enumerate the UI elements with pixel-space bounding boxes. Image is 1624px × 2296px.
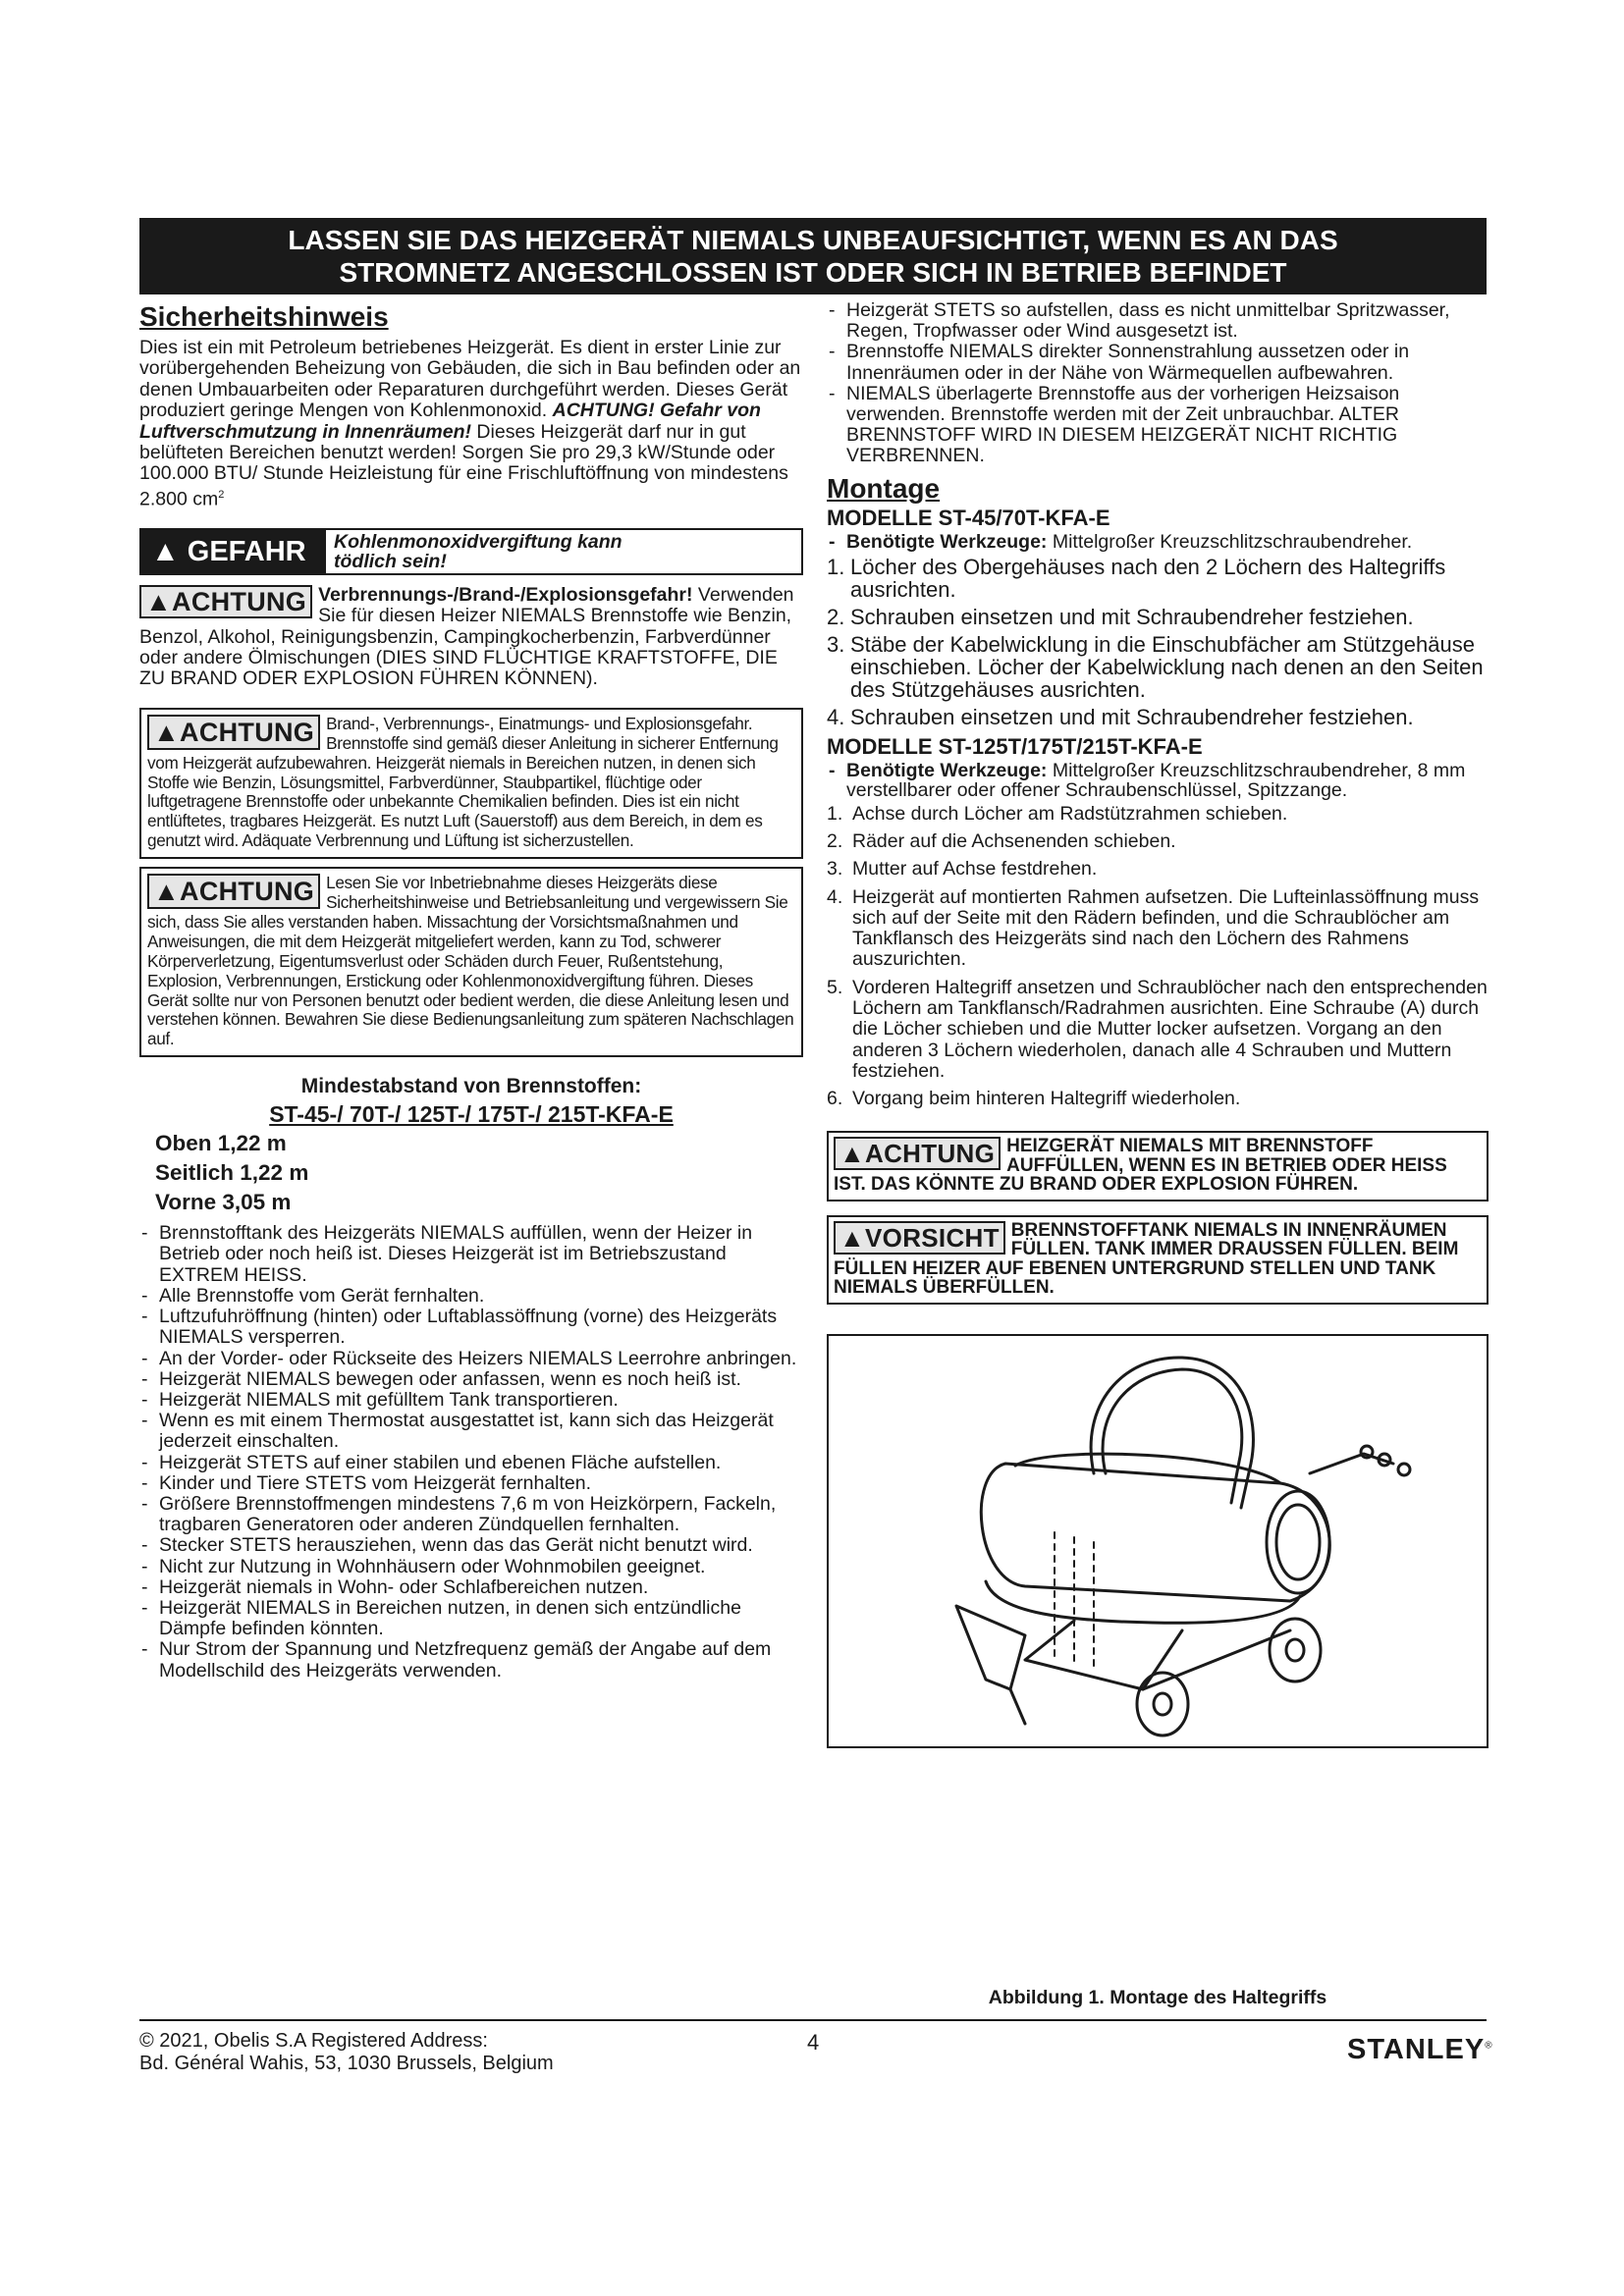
step-text: Schrauben einsetzen und mit Schraubendreher festziehen. bbox=[850, 704, 1414, 729]
fuel-distance bbox=[139, 1073, 803, 1217]
step-number: 3. bbox=[827, 858, 843, 881]
warning-1-bold: Verbrennungs-/Brand-/Explosionsgefahr! bbox=[318, 583, 693, 606]
rear-stand bbox=[956, 1606, 1025, 1689]
list-item bbox=[827, 831, 1489, 852]
left-column bbox=[139, 300, 803, 1682]
list-item bbox=[827, 633, 1489, 701]
step-text: Mutter auf Achse festdrehen. bbox=[852, 858, 1098, 881]
step-text: Vorderen Haltegriff ansetzen und Schraublöcher nach den entsprechenden Löchern am Tankflansch/Radrahmen ausrichten. Eine Schraube (A) durch die Löcher schieben und die Mutter locker aufsetzen. Vorgang an den anderen 3 Löchern wiederholen, danach alle 4 Schrauben und Muttern festziehen. bbox=[852, 976, 1488, 1082]
list-item: - NIEMALS überlagerte Brennstoffe aus der vorherigen Heizsaison verwenden. Brennstoffe werden mit der Zeit unbrauchbar. ALTER BRENNSTOFF WIRD IN DIESEM HEIZGERÄT NICHT RICHTIG VERBRENNEN. bbox=[827, 384, 1489, 467]
list-item bbox=[827, 978, 1489, 1082]
list-item: - Heizgerät niemals in Wohn- oder Schlafbereichen nutzen. bbox=[139, 1577, 803, 1598]
list-item: - Nur Strom der Spannung und Netzfrequenz gemäß der Angabe auf dem Modellschild des Heizgeräts verwenden. bbox=[139, 1639, 803, 1681]
brand-logo bbox=[1347, 2034, 1493, 2066]
danger-text-line-2: tödlich sein! bbox=[334, 550, 447, 572]
list-item: - Heizgerät NIEMALS in Bereichen nutzen, in denen sich entzündliche Dämpfe befinden könnten. bbox=[139, 1598, 803, 1639]
step-number: 1. bbox=[827, 802, 843, 825]
model-heading-2: MODELLE ST-125T/175T/215T-KFA-E bbox=[827, 733, 1203, 759]
step-number: 1. bbox=[827, 554, 845, 579]
left-safety-list bbox=[139, 1223, 803, 1681]
list-item: - Nicht zur Nutzung in Wohnhäusern oder Wohnmobilen geeignet. bbox=[139, 1557, 803, 1577]
step-text: Löcher des Obergehäuses nach den 2 Löchern des Haltegriffs ausrichten. bbox=[850, 554, 1446, 602]
warning-2-text: Brand-, Verbrennungs-, Einatmungs- und Explosionsgefahr. Brennstoffe sind gemäß dieser Anleitung in sicherer Entfernung vom Heizgerät aufzubewahren. Heizgerät niemals in Bereichen nutzen, in denen sich Stoffe wie Benzin, Lösungsmittel, Farbverdünner, Staubpartikel, flüchtige oder luftgetragene Brennstoffe oder unbekannte Chemikalien befinden. Dies ist ein nicht entlüftetes, tragbares Heizgerät. Es nutzt Luft (Sauerstoff) aus dem Bereich, in dem es genutzt wird. Adäquate Verbrennung und Lüftung ist sicherzustellen. bbox=[147, 713, 779, 851]
page-number: 4 bbox=[807, 2030, 820, 2055]
figure-caption: Abbildung 1. Montage des Haltegriffs bbox=[988, 1987, 1327, 2008]
list-item: - Heizgerät STETS so aufstellen, dass es nicht unmittelbar Spritzwasser, Regen, Tropfwasser oder Wind ausgesetzt ist. bbox=[827, 300, 1489, 342]
model-heading-1: MODELLE ST-45/70T-KFA-E bbox=[827, 505, 1110, 530]
right-column bbox=[827, 300, 1489, 1748]
wheel-frame bbox=[1025, 1621, 1290, 1689]
brand-mark: ® bbox=[1485, 2040, 1493, 2052]
steps-1 bbox=[827, 556, 1489, 728]
wheel-hub bbox=[1154, 1693, 1171, 1715]
step-text: Schrauben einsetzen und mit Schraubendreher festziehen. bbox=[850, 604, 1414, 629]
caution-box-1 bbox=[827, 1131, 1489, 1201]
danger-text bbox=[326, 530, 630, 573]
safety-intro-text-b: Dieses Heizgerät darf nur in gut belüfteten Bereichen benutzt werden! Sorgen Sie pro 29,3 kW/Stunde oder 100.000 BTU/ Stunde Heizleistung für eine Frischluftöffnung von mindestens 2.800 cm bbox=[139, 420, 788, 510]
fuel-distance-title: Mindestabstand von Brennstoffen: bbox=[300, 1075, 642, 1098]
caution-box-2 bbox=[827, 1215, 1489, 1305]
tools-1 bbox=[827, 532, 1489, 552]
fuel-distance-models: ST-45-/ 70T-/ 125T-/ 175T-/ 215T-KFA-E bbox=[269, 1101, 674, 1128]
step-text: Räder auf die Achsenenden schieben. bbox=[852, 829, 1176, 852]
danger-text-line-1: Kohlenmonoxidvergiftung kann bbox=[334, 530, 623, 553]
warning-banner bbox=[139, 218, 1487, 294]
rear-stand-leg bbox=[1010, 1689, 1025, 1724]
list-item: - Brennstoffe NIEMALS direkter Sonnenstrahlung aussetzen oder in Innenräumen oder in der Nähe von Wärmequellen aufbewahren. bbox=[827, 342, 1489, 383]
danger-box bbox=[139, 528, 803, 575]
caution-2-text: BRENNSTOFFTANK NIEMALS IN INNENRÄUMEN FÜLLEN. TANK IMMER DRAUSSEN FÜLLEN. BEIM FÜLLEN HEIZER AUF EBENEN UNTERGRUND STELLEN UND TANK NIEMALS ÜBERFÜLLEN. bbox=[834, 1219, 1459, 1299]
list-item: - Luftzufuhröffnung (hinten) oder Luftablassöffnung (vorne) des Heizgeräts NIEMALS versperren. bbox=[139, 1307, 803, 1348]
caution-2-tag: ▲VORSICHT bbox=[834, 1221, 1005, 1255]
step-text: Achse durch Löcher am Radstützrahmen schieben. bbox=[852, 802, 1288, 825]
list-item bbox=[827, 887, 1489, 971]
caution-1-tag: ▲ACHTUNG bbox=[834, 1137, 1001, 1170]
step-number: 2. bbox=[827, 604, 845, 629]
list-item: - Heizgerät NIEMALS mit gefülltem Tank transportieren. bbox=[139, 1390, 803, 1411]
banner-line-2: STROMNETZ ANGESCHLOSSEN IST ODER SICH IN BETRIEB BEFINDET bbox=[339, 257, 1287, 288]
wheel-hub bbox=[1286, 1639, 1304, 1661]
list-item: - Heizgerät STETS auf einer stabilen und ebenen Fläche aufstellen. bbox=[139, 1453, 803, 1473]
fastener bbox=[1398, 1464, 1410, 1475]
brand-name: STANLEY bbox=[1347, 2034, 1486, 2065]
warning-3-text: Lesen Sie vor Inbetriebnahme dieses Heizgeräts diese Sicherheitshinweise und Betriebsanleitung und vergewissern Sie sich, dass Sie alles verstanden haben. Missachtung der Vorsichtsmaßnahmen und Anweisungen, die mit dem Heizgerät mitgeliefert werden, kann zu Tod, schwerer Körperverletzung, Eigentumsverlust oder Schäden durch Feuer, Rußentstehung, Explosion, Verbrennungen, Erstickung oder Kohlenmonoxidvergiftung führen. Dieses Gerät sollte nur von Personen benutzt oder bedient werden, die diese Anleitung lesen und verstehen können. Bewahren Sie diese Bedienungsanleitung zum späteren Nachschlagen auf. bbox=[147, 873, 794, 1049]
footer-line-1: © 2021, Obelis S.A Registered Address: bbox=[139, 2030, 488, 2052]
list-item: - Alle Brennstoffe vom Gerät fernhalten. bbox=[139, 1286, 803, 1307]
tools-2 bbox=[827, 761, 1489, 800]
list-item: - Stecker STETS herausziehen, wenn das das Gerät nicht benutzt wird. bbox=[139, 1535, 803, 1556]
step-number: 4. bbox=[827, 885, 843, 908]
step-number: 4. bbox=[827, 704, 845, 729]
handle-bar bbox=[1091, 1358, 1253, 1508]
step-text: Vorgang beim hinteren Haltegriff wiederholen. bbox=[852, 1088, 1241, 1110]
safety-intro-text-a: Dies ist ein mit Petroleum betriebenes Heizgerät. Es dient in erster Linie zur vorübergehenden Beheizung von Gebäuden, die sich in Bau befinden oder an denen Umbauarbeiten oder Reparaturen durchgeführt werden. Dieses Gerät produziert geringe Mengen von Kohlenmonoxid. bbox=[139, 337, 801, 422]
step-text: Heizgerät auf montierten Rahmen aufsetzen. Die Lufteinlassöffnung muss sich auf der Seite mit den Rädern befinden, und die Schraublöcher am Tankflansch des Heizgeräts sind nach den Löchern des Rahmens auszurichten. bbox=[852, 885, 1480, 971]
safety-intro-bold: ACHTUNG! Gefahr von Luftverschmutzung in Innenräumen! bbox=[139, 400, 761, 443]
warning-1-text: Verwenden Sie für diesen Heizer NIEMALS Brennstoffe wie Benzin, Benzol, Alkohol, Reinigungsbenzin, Campingkocherbenzin, Farbverdünner oder andere Ölmischungen (DIES SIND FLÜCHTIGE KRAFTSTOFFE, DIE ZU BRAND ODER EXPLOSION FÜHREN KÖNNEN). bbox=[139, 583, 794, 690]
safety-intro bbox=[139, 338, 803, 510]
banner-line-1: LASSEN SIE DAS HEIZGERÄT NIEMALS UNBEAUFSICHTIGT, WENN ES AN DAS bbox=[288, 225, 1338, 255]
footer-line-2: Bd. Général Wahis, 53, 1030 Brussels, Belgium bbox=[139, 2053, 554, 2074]
step-number: 3. bbox=[827, 631, 845, 657]
wheel bbox=[1270, 1619, 1321, 1682]
safety-title: Sicherheitshinweis bbox=[139, 301, 389, 332]
heater-illustration bbox=[829, 1336, 1487, 1742]
warning-2-body bbox=[147, 715, 796, 851]
caution-1-text: HEIZGERÄT NIEMALS MIT BRENNSTOFF AUFFÜLLEN, WENN ES IN BETRIEB ODER HEISS IST. DAS KÖNNTE ZU BRAND ODER EXPLOSION FÜHREN. bbox=[834, 1136, 1447, 1196]
right-safety-list bbox=[827, 300, 1489, 467]
distance-front: Vorne 3,05 m bbox=[155, 1190, 292, 1215]
list-item bbox=[827, 1089, 1489, 1109]
list-item bbox=[827, 556, 1489, 601]
list-item bbox=[827, 706, 1489, 728]
warning-3-body bbox=[147, 874, 796, 1049]
handle-bar-inner bbox=[1103, 1369, 1242, 1503]
handle-assembly-figure bbox=[827, 1334, 1489, 1748]
warning-2 bbox=[139, 708, 803, 859]
warning-1-body bbox=[139, 585, 803, 690]
heater-outlet-inner bbox=[1276, 1505, 1320, 1579]
warning-2-tag: ▲ACHTUNG bbox=[147, 715, 320, 750]
list-item: - Kinder und Tiere STETS vom Heizgerät fernhalten. bbox=[139, 1473, 803, 1494]
list-item bbox=[827, 606, 1489, 628]
list-item: - Größere Brennstoffmengen mindestens 7,6 m von Heizkörpern, Fackeln, tragbaren Generatoren oder anderen Zündquellen fernhalten. bbox=[139, 1494, 803, 1535]
tools-2-text: Mittelgroßer Kreuzschlitzschraubendreher, 8 mm verstellbarer oder offener Schraubenschlüssel, Spitzzange. bbox=[846, 759, 1466, 801]
footer-address bbox=[139, 2030, 554, 2075]
list-item: - Wenn es mit einem Thermostat ausgestattet ist, kann sich das Heizgerät jederzeit einschalten. bbox=[139, 1411, 803, 1452]
tools-1-text: Mittelgroßer Kreuzschlitzschraubendreher. bbox=[1047, 530, 1413, 553]
distance-top: Oben 1,22 m bbox=[155, 1131, 287, 1156]
distance-side: Seitlich 1,22 m bbox=[155, 1160, 309, 1186]
step-number: 6. bbox=[827, 1088, 843, 1110]
montage-title: Montage bbox=[827, 472, 941, 504]
tools-2-label: Benötigte Werkzeuge: bbox=[846, 759, 1048, 781]
danger-tag: ▲ GEFAHR bbox=[141, 530, 326, 573]
safety-intro-sup: 2 bbox=[218, 488, 225, 501]
list-item: - An der Vorder- oder Rückseite des Heizers NIEMALS Leerrohre anbringen. bbox=[139, 1349, 803, 1369]
step-text: Stäbe der Kabelwicklung in die Einschubfächer am Stützgehäuse einschieben. Löcher der Kabelwicklung nach denen an den Seiten des Stützgehäuses ausrichten. bbox=[850, 631, 1484, 702]
warning-3-tag: ▲ACHTUNG bbox=[147, 874, 320, 909]
list-item bbox=[827, 859, 1489, 880]
tools-1-label: Benötigte Werkzeuge: bbox=[846, 530, 1048, 553]
step-number: 2. bbox=[827, 829, 843, 852]
list-item bbox=[827, 804, 1489, 825]
steps-2 bbox=[827, 804, 1489, 1110]
list-item: - Brennstofftank des Heizgeräts NIEMALS auffüllen, wenn der Heizer in Betrieb oder noch heiß ist. Dieses Heizgerät ist im Betriebszustand EXTREM HEISS. bbox=[139, 1223, 803, 1286]
step-number: 5. bbox=[827, 976, 843, 998]
footer-divider bbox=[139, 2019, 1487, 2021]
list-item: - Heizgerät NIEMALS bewegen oder anfassen, wenn es noch heiß ist. bbox=[139, 1369, 803, 1390]
warning-1 bbox=[139, 585, 803, 690]
warning-1-tag: ▲ACHTUNG bbox=[139, 585, 312, 618]
warning-3 bbox=[139, 867, 803, 1057]
